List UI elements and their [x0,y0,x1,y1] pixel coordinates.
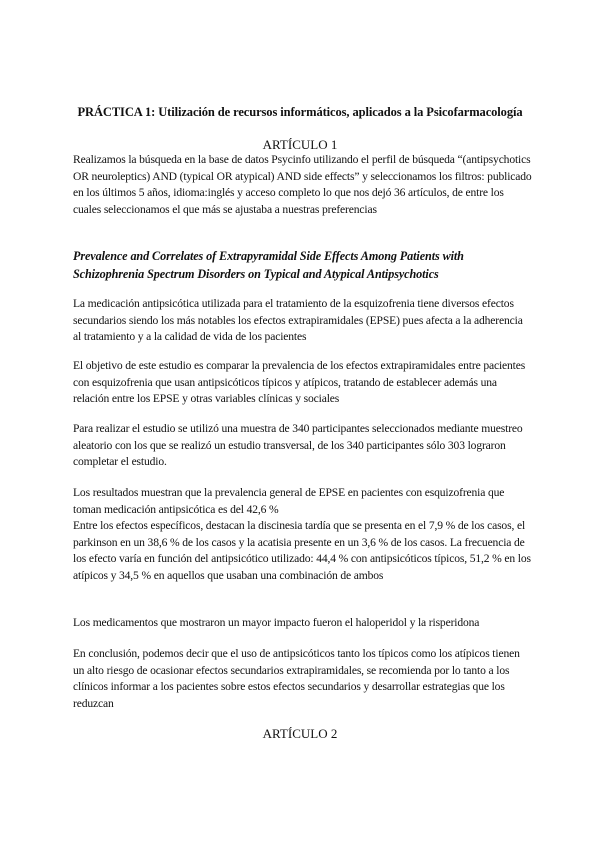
paragraph-sample-text: Para realizar el estudio se utilizó una muestra de 340 participantes seleccionados mediante muestreo aleatorio con los que se realizó un estudio transversal, de los 340 participantes sólo 303 lograron completar el estudio. [73,422,523,468]
search-paragraph [73,152,533,218]
paragraph-results [73,485,533,584]
paragraph-results-text-1: Los resultados muestran que la prevalencia general de EPSE en pacientes con esquizofrenia que toman medicación antipsicótica es del 42,6 % [73,486,505,516]
paragraph-conclusion-text: En conclusión, podemos decir que el uso de antipsicóticos tanto los típicos como los atípicos tienen un alto riesgo de ocasionar efectos secundarios extrapiramidales, se recomienda por lo tanto a los clínicos informar a los pacientes sobre estos efectos secundarios y desarrollar estrategias que los reduzcan [73,647,520,710]
paragraph-conclusion [73,646,533,712]
paragraph-medication-text: La medicación antipsicótica utilizada para el tratamiento de la esquizofrenia tiene diversos efectos secundarios siendo los más notables los efectos extrapiramidales (EPSE) pues afecta a la adherencia al tratamiento y a la calidad de vida de los pacientes [73,297,523,343]
paragraph-drugs [73,615,533,632]
search-paragraph-text: Realizamos la búsqueda en la base de datos Psycinfo utilizando el perfil de búsqueda “(antipsychotics OR neuroleptics) AND (typical OR atypical) AND side effects” y seleccionamos los filtros: publicado en los últimos 5 años, idioma:inglés y acceso completo lo que nos dejó 36 artículos, de entre los cuales seleccionamos el que más se ajustaba a nuestras preferencias [73,153,532,216]
paper-title: Prevalence and Correlates of Extrapyramidal Side Effects Among Patients with Schizophrenia Spectrum Disorders on Typical and Atypical Antipsychotics [73,249,464,281]
paragraph-objective-text: El objetivo de este estudio es comparar la prevalencia de los efectos extrapiramidales entre pacientes con esquizofrenia que usan antipsicóticos típicos y atípicos, tratando de establecer además una relación entre los EPSE y otras variables clínicas y sociales [73,359,526,405]
paragraph-medication [73,296,533,346]
article-2-heading: ARTÍCULO 2 [262,726,338,741]
paragraph-drugs-text: Los medicamentos que mostraron un mayor impacto fueron el haloperidol y la risperidona [73,616,480,629]
paragraph-objective [73,358,533,408]
paragraph-sample [73,421,533,471]
paragraph-results-text-2: Entre los efectos específicos, destacan la discinesia tardía que se presenta en el 7,9 % de los casos, el parkinson en un 38,6 % de los casos y la acatisia presente en un 3,6 % de los casos. La frecuencia de los efecto varía en función del antipsicótico utilizado: 44,4 % con antipsicóticos típicos, 51,2 % en los atípicos y 34,5 % en aquellos que usaban una combinación de ambos [73,519,531,582]
article-1-heading: ARTÍCULO 1 [262,137,338,152]
practice-title: PRÁCTICA 1: Utilización de recursos informáticos, aplicados a la Psicofarmacología [77,105,523,119]
